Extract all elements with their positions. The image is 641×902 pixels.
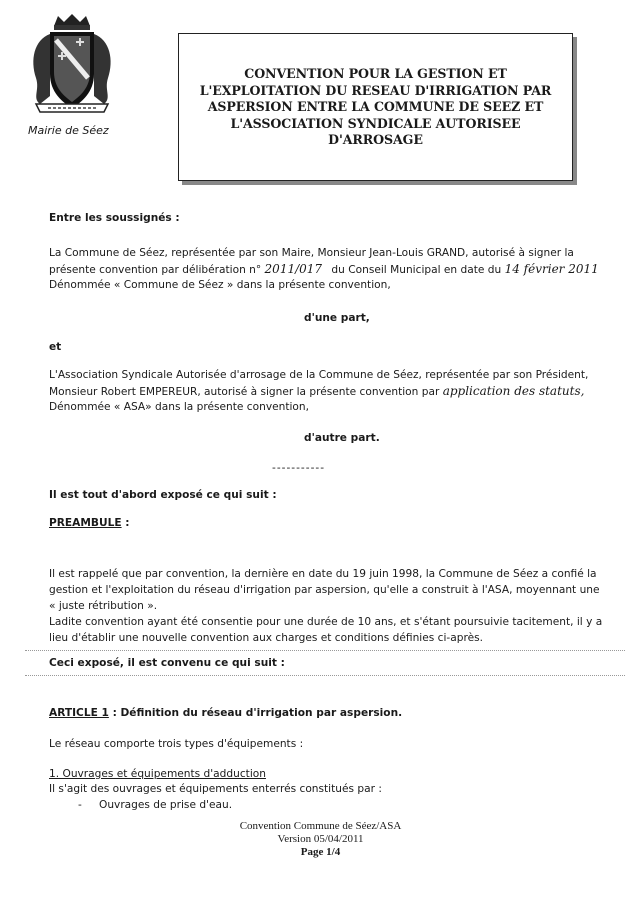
- et-label: et: [49, 341, 62, 353]
- asa-line-1: L'Association Syndicale Autorisée d'arrosage de la Commune de Séez, représentée par son Président,: [49, 369, 589, 381]
- title-line: L'ASSOCIATION SYNDICALE AUTORISEE: [230, 115, 521, 131]
- title-line: D'ARROSAGE: [328, 132, 423, 147]
- coat-of-arms-logo: [28, 12, 116, 122]
- asa-line-2-text: Monsieur Robert EMPEREUR, autorisé à signer la présente convention par: [49, 386, 440, 398]
- une-part: d'une part,: [304, 312, 370, 324]
- expose-heading: Il est tout d'abord exposé ce qui suit :: [49, 489, 277, 501]
- footer-version: Version 05/04/2011: [277, 833, 364, 845]
- article-1-label: ARTICLE 1: [49, 707, 109, 719]
- preambule-colon: :: [121, 517, 130, 529]
- preambule-line-5: lieu d'établir une nouvelle convention aux charges et conditions définies ci-après.: [49, 632, 483, 644]
- list-item-prise-eau: Ouvrages de prise d'eau.: [99, 799, 233, 811]
- preambule-line-1: Il est rappelé que par convention, la dernière en date du 19 juin 1998, la Commune de Séez a confié la: [49, 568, 597, 580]
- footer-page-number: Page 1/4: [300, 846, 341, 858]
- scan-fold-line: [25, 675, 625, 676]
- commune-line-2-text: présente convention par délibération n°: [49, 264, 262, 276]
- convenu-heading: Ceci exposé, il est convenu ce qui suit :: [49, 657, 285, 669]
- ouvrages-heading: 1. Ouvrages et équipements d'adduction: [49, 768, 266, 780]
- preambule-heading: [49, 516, 130, 531]
- asa-line-3: Dénommée « ASA» dans la présente convention,: [49, 401, 309, 413]
- article-1-heading: [49, 706, 402, 721]
- mairie-label: Mairie de Séez: [28, 124, 109, 137]
- deliberation-date-handwritten: 14 février 2011: [504, 262, 599, 276]
- title-line: CONVENTION POUR LA GESTION ET: [244, 66, 507, 81]
- preambule-line-2: gestion et l'exploitation du réseau d'irrigation par aspersion, qu'elle a construit à l'ASA, moyennant une: [49, 584, 600, 596]
- reseau-text: Le réseau comporte trois types d'équipements :: [49, 738, 304, 750]
- commune-line-1: La Commune de Séez, représentée par son Maire, Monsieur Jean-Louis GRAND, autorisé à signer la: [49, 247, 574, 259]
- document-title: [179, 66, 572, 149]
- deliberation-number-handwritten: 2011/017: [264, 262, 323, 276]
- preambule-label: PREAMBULE: [49, 517, 122, 529]
- commune-line-3: Dénommée « Commune de Séez » dans la présente convention,: [49, 279, 391, 291]
- statuts-handwritten: application des statuts,: [442, 384, 585, 398]
- article-1-title: : Définition du réseau d'irrigation par aspersion.: [108, 707, 403, 719]
- footer-convention: Convention Commune de Séez/ASA: [239, 820, 402, 832]
- preambule-line-3: « juste rétribution ».: [49, 600, 158, 612]
- scan-fold-line: [25, 650, 625, 651]
- list-bullet-dash: -: [78, 799, 82, 811]
- commune-line-2-text-b: du Conseil Municipal en date du: [331, 264, 502, 276]
- ouvrages-description: Il s'agit des ouvrages et équipements enterrés constitués par :: [49, 783, 382, 795]
- autre-part: d'autre part.: [304, 432, 380, 444]
- title-box: [178, 33, 573, 181]
- page-footer: [0, 820, 641, 859]
- soussignes-heading: Entre les soussignés :: [49, 212, 180, 224]
- commune-line-2: [49, 262, 599, 278]
- title-line: L'EXPLOITATION DU RESEAU D'IRRIGATION PAR: [199, 82, 552, 98]
- separator: -----------: [272, 462, 326, 474]
- title-line: ASPERSION ENTRE LA COMMUNE DE SEEZ ET: [207, 99, 544, 114]
- preambule-line-4: Ladite convention ayant été consentie pour une durée de 10 ans, et s'étant poursuivie tacitement, il y a: [49, 616, 603, 628]
- asa-line-2: [49, 384, 584, 400]
